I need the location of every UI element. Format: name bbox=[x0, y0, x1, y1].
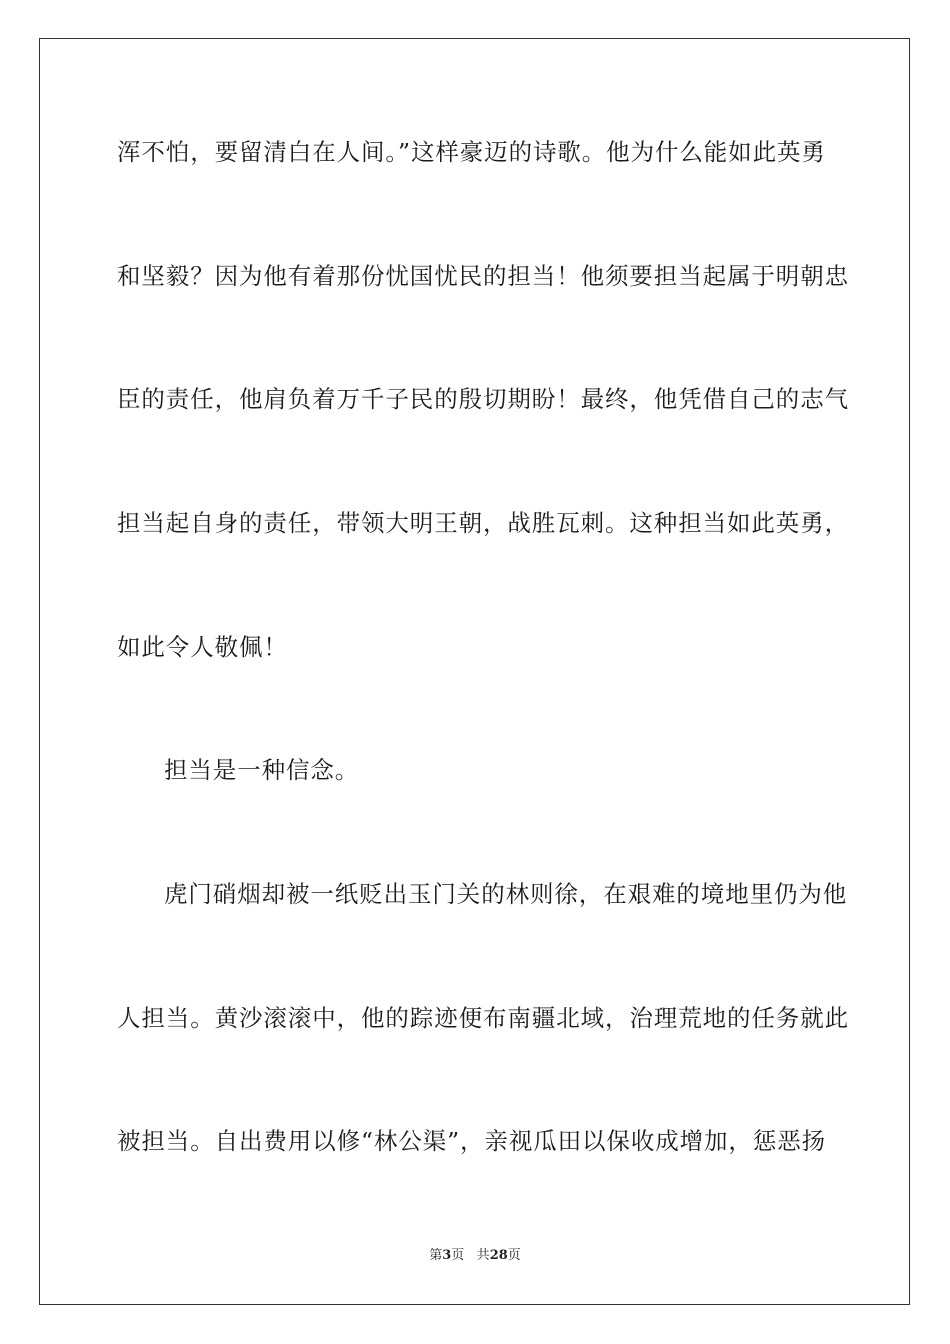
text-line-4: 担当起自身的责任，带领大明王朝，战胜瓦刺。这种担当如此英勇， bbox=[117, 509, 849, 537]
text-line-8: 人担当。黄沙滚滚中，他的踪迹便布南疆北域，治理荒地的任务就此 bbox=[117, 1004, 849, 1032]
paragraph-heading-line: 担当是一种信念。 bbox=[164, 756, 360, 784]
page-number: 3 bbox=[442, 1248, 452, 1263]
total-prefix: 共 bbox=[476, 1248, 490, 1263]
text-line-7: 虎门硝烟却被一纸贬出玉门关的林则徐，在艰难的境地里仍为他 bbox=[164, 880, 848, 908]
page-suffix: 页 bbox=[451, 1248, 465, 1263]
text-line-2: 和坚毅？因为他有着那份忧国忧民的担当！他须要担当起属于明朝忠 bbox=[117, 262, 849, 290]
text-line-5: 如此令人敬佩！ bbox=[117, 633, 288, 661]
total-suffix: 页 bbox=[507, 1248, 521, 1263]
text-line-3: 臣的责任，他肩负着万千子民的殷切期盼！最终，他凭借自己的志气 bbox=[117, 385, 849, 413]
total-pages: 28 bbox=[489, 1248, 508, 1263]
page-footer bbox=[0, 1247, 950, 1265]
page-border bbox=[39, 38, 910, 1305]
text-line-1: 浑不怕，要留清白在人间。”这样豪迈的诗歌。他为什么能如此英勇 bbox=[117, 138, 826, 166]
text-line-9: 被担当。自出费用以修“林公渠”，亲视瓜田以保收成增加，惩恶扬 bbox=[117, 1127, 827, 1155]
page-prefix: 第 bbox=[429, 1248, 443, 1263]
